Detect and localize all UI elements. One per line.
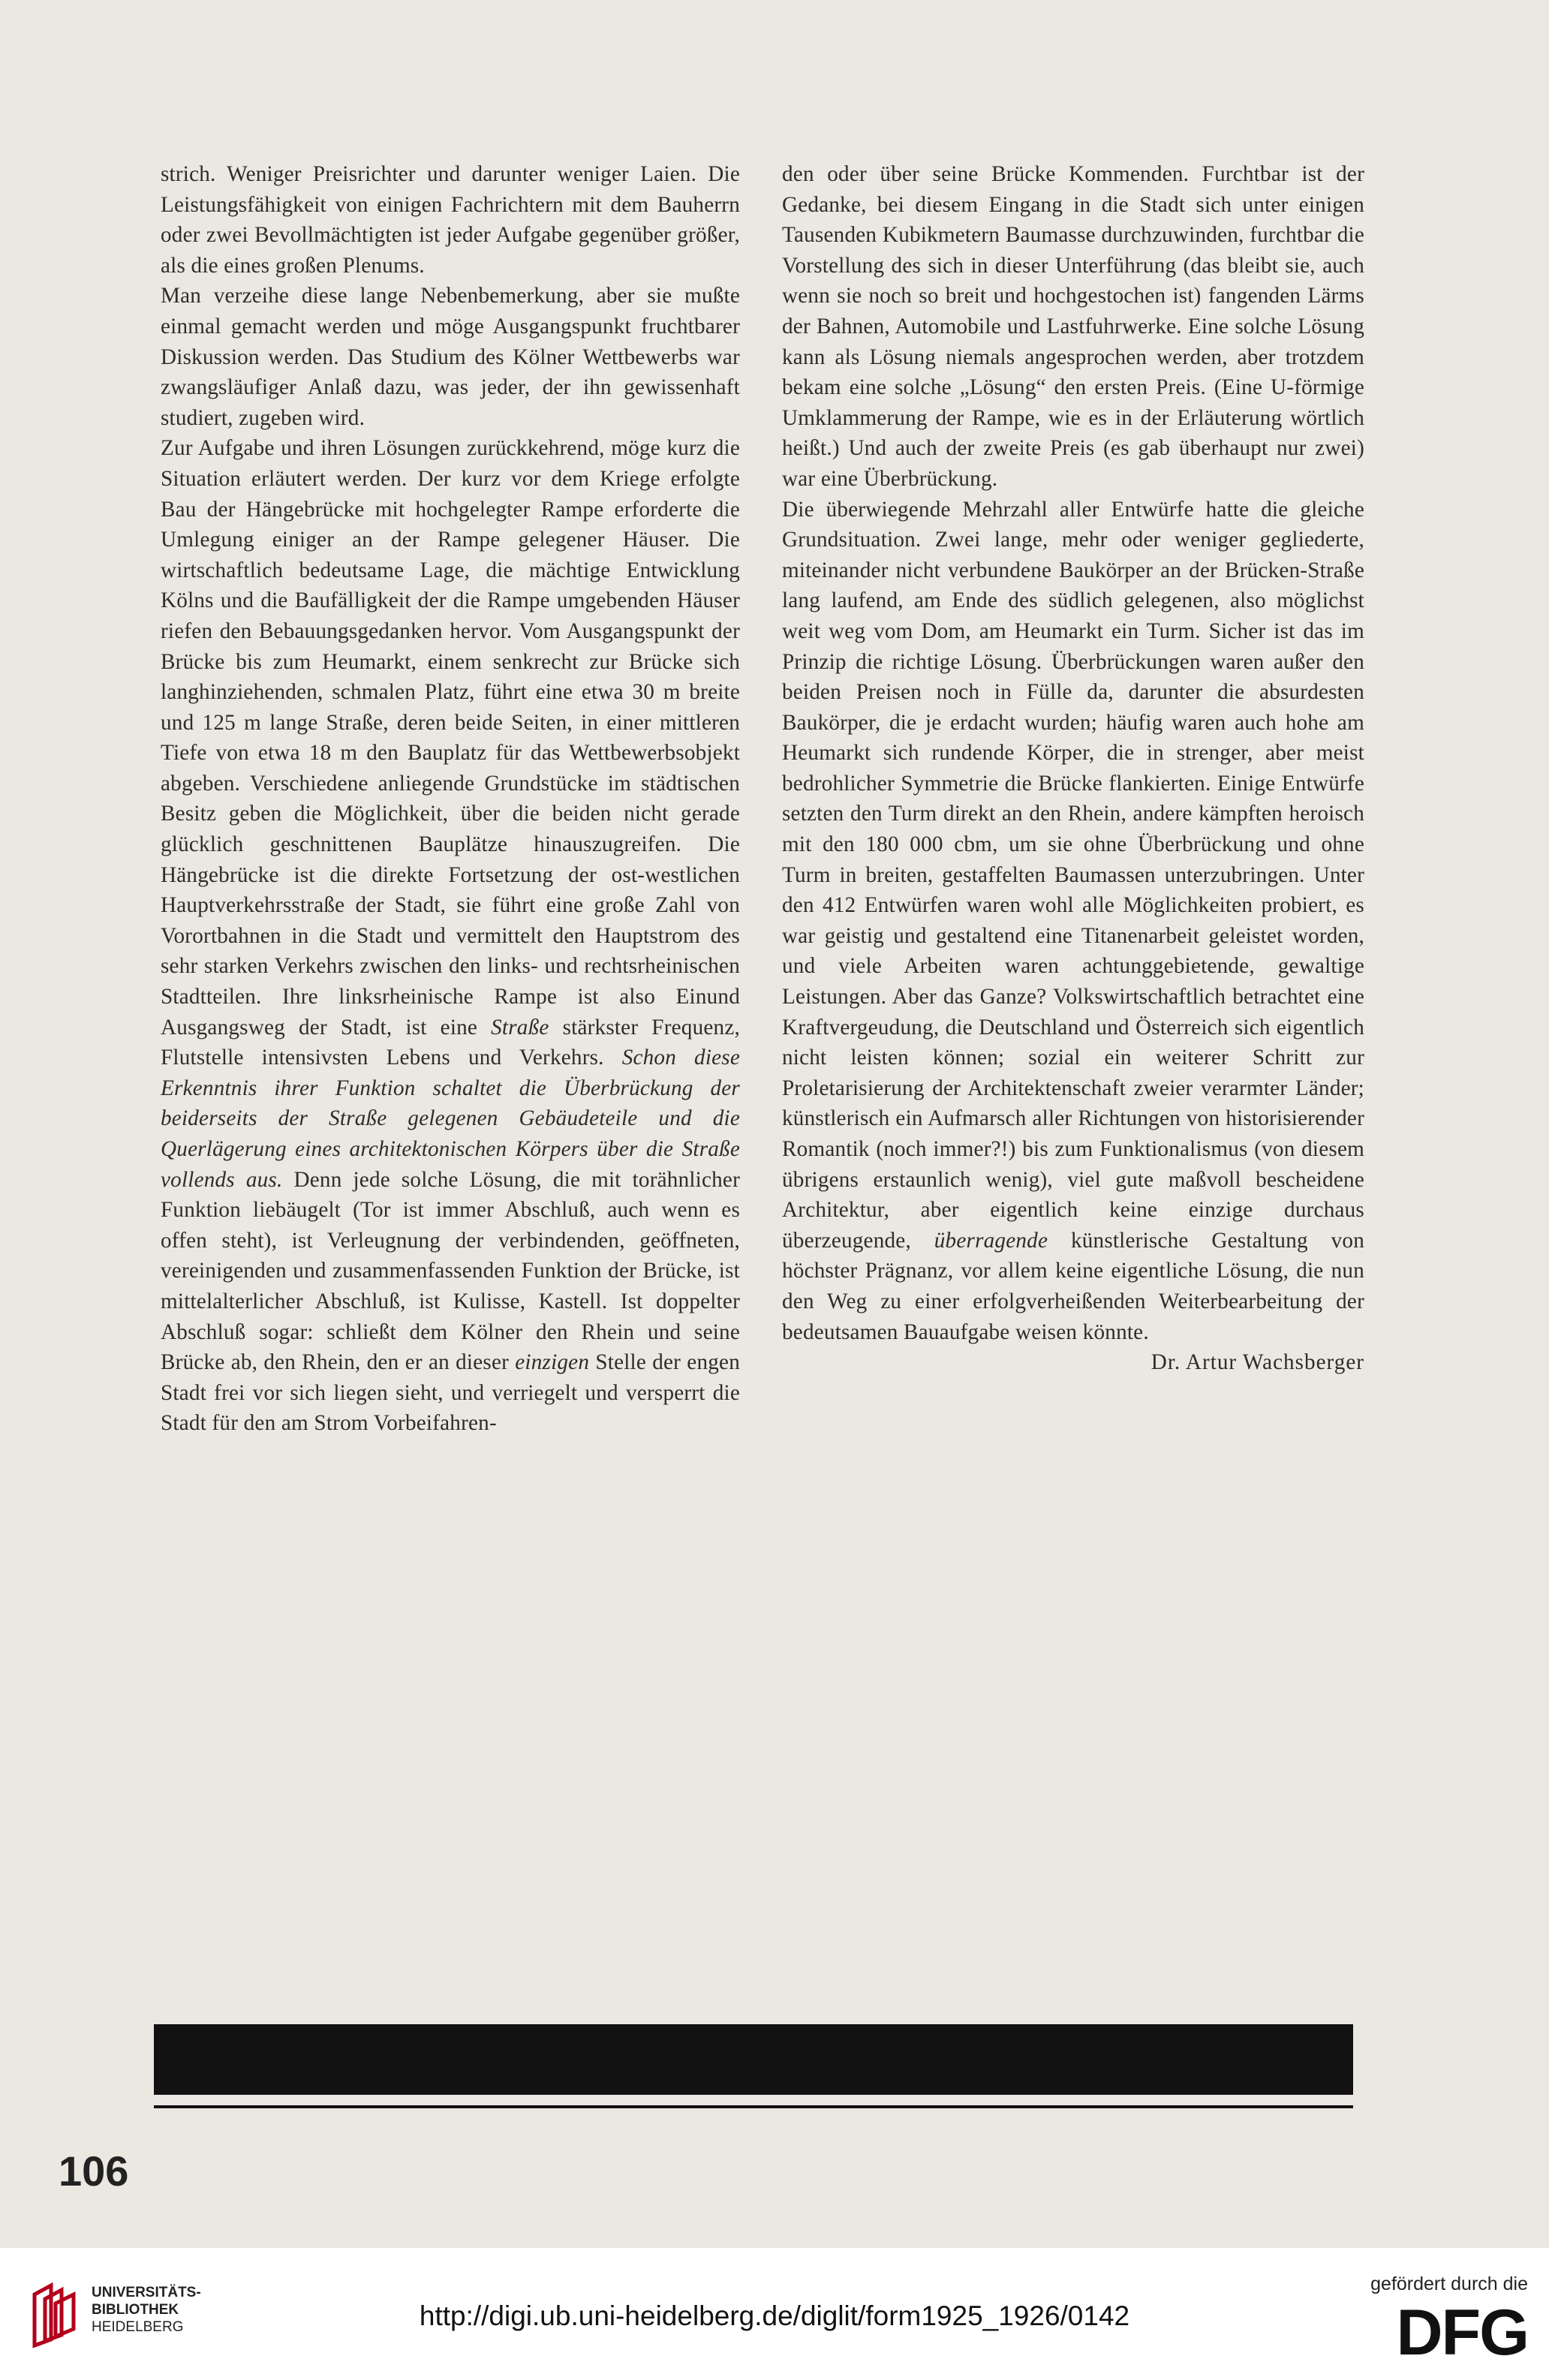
paragraph [161,433,740,1439]
right-text-column [782,159,1364,1378]
paragraph: den oder über seine Brücke Kommenden. Furchtbar ist der Gedanke, bei diesem Eingang in die Stadt sich unter einigen Tausenden Kubikmetern Baumasse durchzuwinden, furchtbar die Vorstellung des sich in dieser Unterführung (das bleibt sie, auch wenn sie noch so breit und hochgestochen ist) fangenden Lärms der Bahnen, Automobile und Lastfuhrwerke. Eine solche Lösung kann als Lösung niemals angesprochen werden, aber trotzdem bekam eine solche „Lösung“ den ersten Preis. (Eine U-förmige Umklammerung der Rampe, wie es in der Erläuterung wörtlich heißt.) Und auch der zweite Preis (es gab überhaupt nur zwei) war eine Überbrückung. [782,162,1364,491]
text-run: Die überwiegende Mehrzahl aller Entwürfe hatte die gleiche Grundsituation. Zwei lange, mehr oder weniger gegliederte, miteinander nicht verbundene Baukörper an der Brücken-Straße lang laufend, am Ende des südlich gelegenen, also möglichst weit weg vom Dom, am Heumarkt ein Turm. Sicher ist das im Prinzip die richtige Lösung. Überbrückungen waren außer den beiden Preisen noch in Fülle da, darunter die absurdesten Baukörper, die je erdacht wurden; häufig waren auch hohe am Heumarkt sich rundende Körper, die in strenger, aber meist bedrohlicher Symmetrie die Brücke flankierten. Einige Entwürfe setzten den Turm direkt an den Rhein, andere kämpften heroisch mit den 180 000 cbm, um sie ohne Überbrückung und ohne Turm in breiten, gestaffelten Baumassen unterzubringen. Unter den 412 Entwürfen waren wohl alle Möglichkeiten probiert, es war geistig und gestaltend eine Titanenarbeit geleistet worden, und viele Arbeiten waren achtunggebietende, gewaltige Leistungen. Aber das Ganze? Volkswirtschaftlich betrachtet eine Kraftvergeudung, die Deutschland und Österreich sich eigentlich nicht leisten können; sozial ein weiterer Schritt zur Proletarisierung der Architektenschaft zweier verarmter Länder; künstlerisch ein Aufmarsch aller Richtungen von historisierender Romantik (noch immer?!) bis zum Funktionalismus (von diesem übrigens erstaunlich wenig), viel gute maßvoll bescheidene Architektur, aber eigentlich keine einzige durchaus überzeugende, [782,497,1364,1253]
library-name-line: UNIVERSITÄTS- [92,2285,201,2300]
italic-run: einzigen [515,1350,590,1375]
source-url-link[interactable]: http://digi.ub.uni-heidelberg.de/diglit/form1925_1926/0142 [419,2300,1130,2331]
text-run: Zur Aufgabe und ihren Lösungen zurückkehrend, möge kurz die Situation erläutert werden. Der kurz vor dem Kriege erfolgte Bau der Hängebrücke mit hochgelegter Rampe erforderte die Umlegung einiger an der Rampe gelegener Häuser. Die wirtschaftlich bedeutsame Lage, die mächtige Entwicklung Kölns und die Baufälligkeit der die Rampe umgebenden Häuser riefen den Bebauungsgedanken hervor. Vom Ausgangspunkt der Brücke bis zum Heumarkt, einem senkrecht zur Brücke sich langhinziehenden, schmalen Platz, führt eine etwa 30 m breite und 125 m lange Straße, deren beide Seiten, in einer mittleren Tiefe von etwa 18 m den Bauplatz für das Wettbewerbsobjekt abgeben. Verschiedene anliegende Grundstücke im städtischen Besitz geben die Möglichkeit, über die beiden nicht gerade glücklich geschnittenen Bauplätze hinauszugreifen. Die Hängebrücke ist die direkte Fortsetzung der ost-westlichen Hauptverkehrsstraße der Stadt, sie führt eine große Zahl von Vorortbahnen in die Stadt und vermittelt den Hauptstrom des sehr starken Verkehrs zwischen den links- und rechtsrheinischen Stadtteilen. Ihre linksrheinische Rampe ist also Einund Ausgangsweg der Stadt, ist eine [161,436,740,1040]
text-run: stärkster Frequenz, Flutstelle intensivsten Lebens und Verkehrs. [161,1015,740,1070]
text-run: Stelle der engen Stadt frei vor sich liegen sieht, und verriegelt und versperrt die Stadt für den am Strom Vorbeifahren- [161,1350,740,1436]
digitization-footer [0,2248,1549,2380]
library-name-line: HEIDELBERG [92,2319,184,2335]
italic-run: Schon diese Erkenntnis ihrer Funktion schaltet die Überbrückung der beiderseits der Straße gelegenen Gebäudeteile und die Querlägerung eines architektonischen Körpers über die Straße vollends aus. [161,1046,740,1192]
funding-label: gefördert durch die [1370,2273,1528,2294]
black-rule-bar [154,2024,1353,2095]
paragraph: strich. Weniger Preisrichter und darunter weniger Laien. Die Leistungsfähigkeit von einigen Fachrichtern mit dem Bauherrn oder zwei Bevollmächtigten ist jeder Aufgabe gegenüber größer, als die eines großen Plenums. [161,162,740,278]
paragraph [782,495,1364,1348]
author-signature: Dr. Artur Wachsberger [1150,1350,1364,1375]
thin-rule-line [154,2105,1353,2108]
left-text-column [161,159,740,1439]
text-run: Denn jede solche Lösung, die mit torähnlicher Funktion liebäugelt (Tor ist immer Abschluß, auch wenn es offen steht), ist Verleugnung der verbindenden, geöffneten, vereinigenden und zusammenfassenden Funktion der Brücke, ist mittelalterlicher Abschluß, ist Kulisse, Kastell. Ist doppelter Abschluß sogar: schließt dem Kölner den Rhein und seine Brücke ab, den Rhein, den er an dieser [161,1167,741,1375]
italic-run: überragende [934,1228,1048,1253]
italic-run: Straße [491,1015,549,1040]
dfg-logo: DFG [1396,2297,1528,2369]
text-run: künstlerische Gestaltung von höchster Prägnanz, vor allem keine eigentliche Lösung, die nun den Weg zu einer erfolgverheißenden Weiterbearbeitung der bedeutsamen Bauaufgabe weisen könnte. [782,1228,1364,1344]
library-name-line: BIBLIOTHEK [92,2302,179,2318]
paragraph: Man verzeihe diese lange Nebenbemerkung, aber sie mußte einmal gemacht werden und möge Ausgangspunkt fruchtbarer Diskussion werden. Das Studium des Kölner Wettbewerbs war zwangsläufiger Anlaß dazu, was jeder, der ihn gewissenhaft studiert, zugeben wird. [161,284,740,430]
page-number: 106 [59,2147,129,2195]
